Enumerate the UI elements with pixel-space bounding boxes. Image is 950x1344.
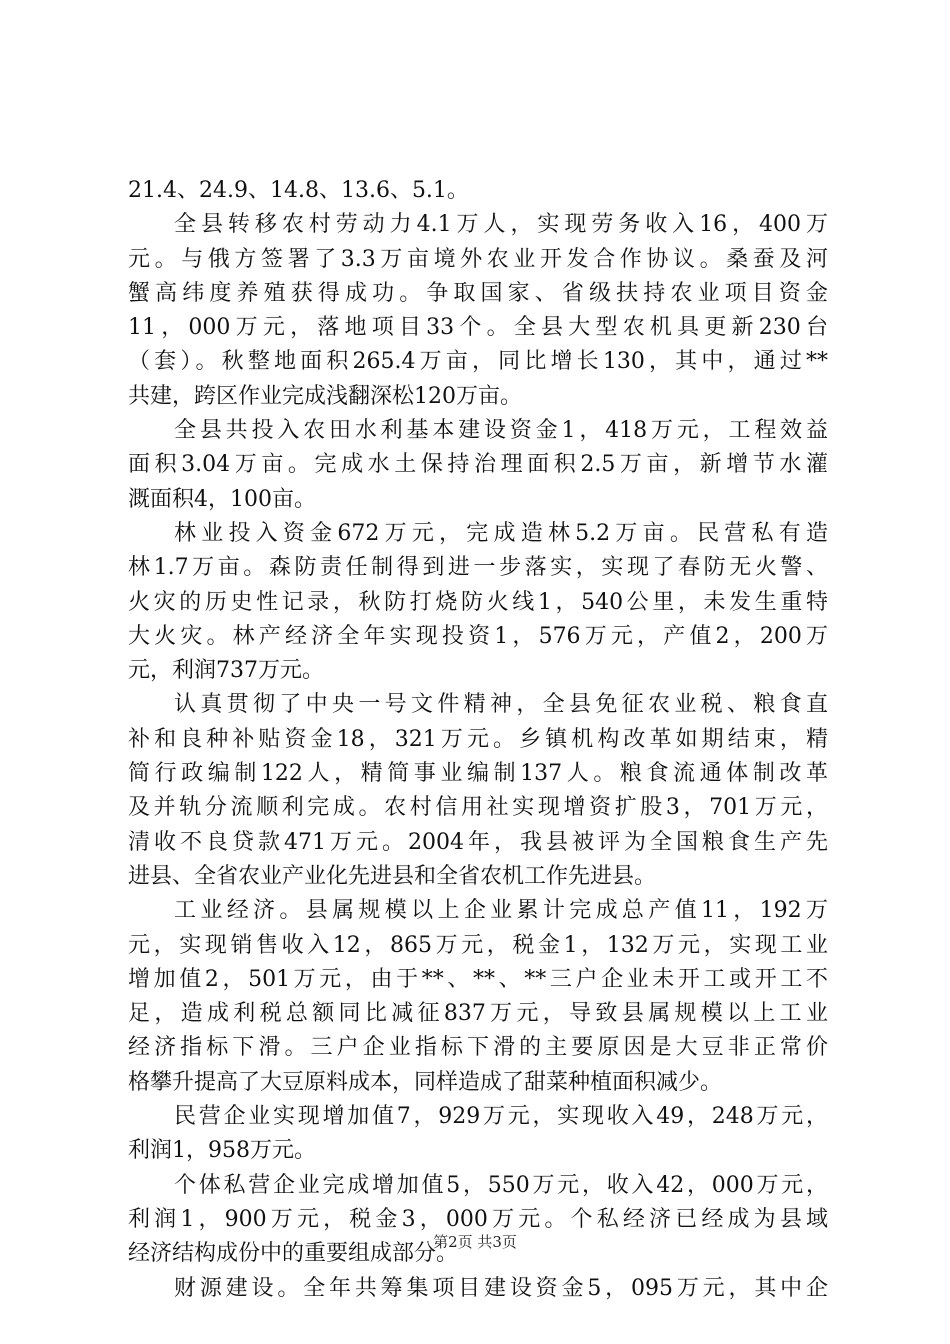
text-line: 进县、全省农业产业化先进县和全省农机工作先进县。: [128, 863, 657, 889]
text-line: 全县转移农村劳动力4.1万人，实现劳务收入16，400万: [174, 212, 828, 238]
text-line: 共建，跨区作业完成浅翻深松120万亩。: [128, 383, 522, 409]
text-line: 民营企业实现增加值7，929万元，实现收入49，248万元，: [174, 1104, 828, 1130]
text-line: 大火灾。林产经济全年实现投资1，576万元，产值2，200万: [128, 623, 828, 649]
text-line: 林业投入资金672万元，完成造林5.2万亩。民营私有造: [174, 520, 828, 546]
text-line: 火灾的历史性记录，秋防打烧防火线1，540公里，未发生重特: [128, 589, 828, 615]
text-line: 元，利润737万元。: [128, 658, 324, 684]
text-line: 格攀升提高了大豆原料成本，同样造成了甜菜种植面积减少。: [128, 1069, 723, 1095]
page-number-footer: 第2页 共3页: [433, 1233, 517, 1251]
text-line: 利润1，958万元。: [128, 1138, 316, 1164]
text-line: 全县共投入农田水利基本建设资金1，418万元，工程效益: [174, 418, 828, 444]
text-line: 溉面积4，100亩。: [128, 486, 316, 512]
text-line: 蟹高纬度养殖获得成功。争取国家、省级扶持农业项目资金: [128, 280, 828, 306]
text-line: 财源建设。全年共筹集项目建设资金5，095万元，其中企: [174, 1275, 828, 1301]
text-line: 补和良种补贴资金18，321万元。乡镇机构改革如期结束，精: [128, 726, 828, 752]
text-line: 工业经济。县属规模以上企业累计完成总产值11，192万: [174, 898, 828, 924]
text-line: 11，000万元，落地项目33个。全县大型农机具更新230台: [128, 315, 828, 341]
text-line: 足，造成利税总额同比减征837万元，导致县属规模以上工业: [128, 1001, 828, 1027]
text-line: 面积3.04万亩。完成水土保持治理面积2.5万亩，新增节水灌: [128, 452, 828, 478]
text-line: 元，实现销售收入12，865万元，税金1，132万元，实现工业: [128, 932, 828, 958]
document-body: [128, 174, 828, 1306]
text-line: 个体私营企业完成增加值5，550万元，收入42，000万元，: [174, 1172, 828, 1198]
text-line: 认真贯彻了中央一号文件精神，全县免征农业税、粮食直: [174, 692, 828, 718]
text-line: 元。与俄方签署了3.3万亩境外农业开发合作协议。桑蚕及河: [128, 246, 828, 272]
text-line: （套）。秋整地面积265.4万亩，同比增长130，其中，通过**: [128, 349, 828, 375]
text-line: 经济结构成份中的重要组成部分。: [128, 1241, 459, 1267]
text-line: 清收不良贷款471万元。2004年，我县被评为全国粮食生产先: [128, 829, 828, 855]
text-line: 经济指标下滑。三户企业指标下滑的主要原因是大豆非正常价: [128, 1035, 828, 1061]
text-line: 及并轨分流顺利完成。农村信用社实现增资扩股3，701万元，: [128, 795, 828, 821]
text-line: 21.4、24.9、14.8、13.6、5.1。: [128, 178, 469, 203]
text-line: 简行政编制122人，精简事业编制137人。粮食流通体制改革: [128, 761, 828, 787]
text-line: 利润1，900万元，税金3，000万元。个私经济已经成为县域: [128, 1206, 828, 1232]
text-line: 林1.7万亩。森防责任制得到进一步落实，实现了春防无火警、: [128, 555, 828, 581]
text-line: 增加值2，501万元，由于**、**、**三户企业未开工或开工不: [128, 966, 828, 992]
